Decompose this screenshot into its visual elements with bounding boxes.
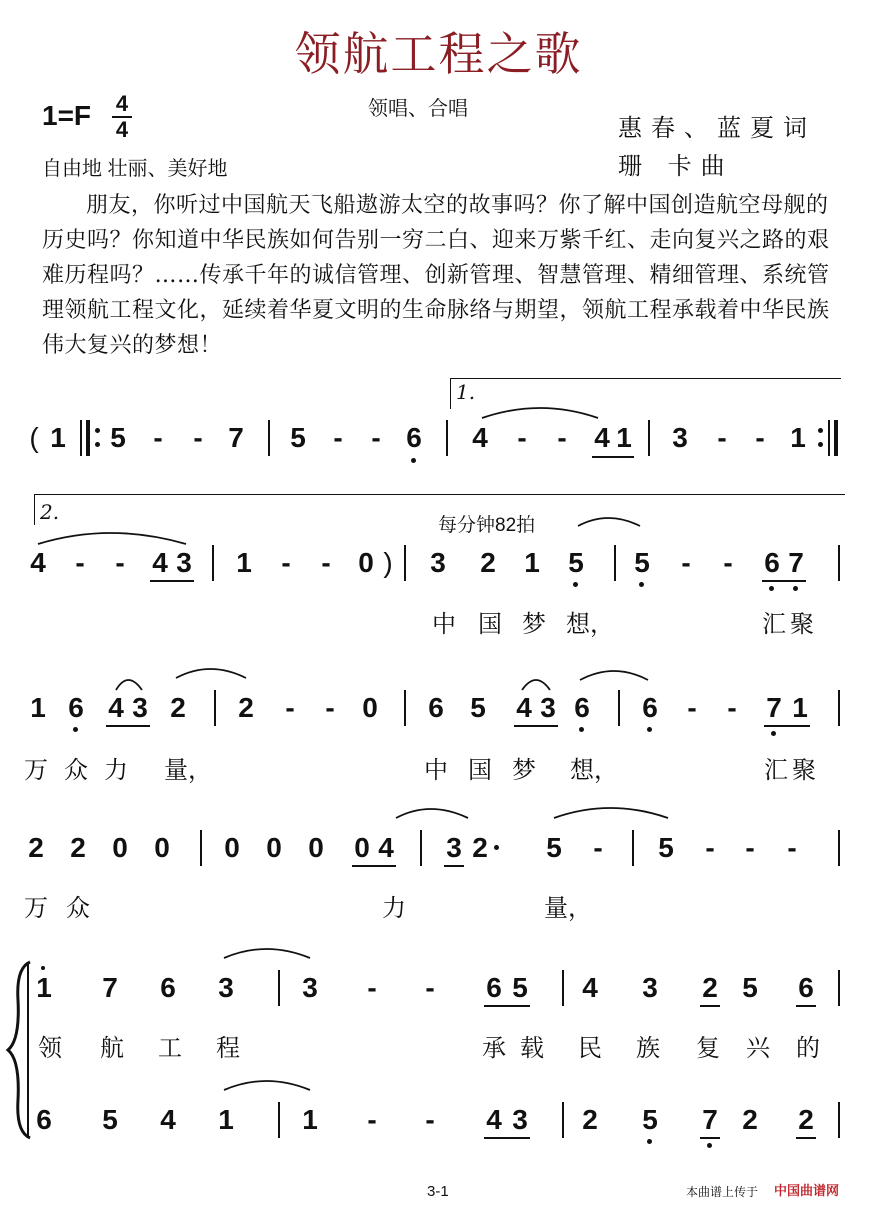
note: 3 (672, 422, 688, 453)
note: 1 (236, 547, 252, 578)
singer-type: 领唱、合唱 (368, 96, 468, 120)
note: 3 (302, 972, 318, 1003)
lyric: 众 (66, 894, 90, 922)
note: 7 (766, 692, 782, 723)
note: - (367, 1104, 377, 1135)
note: 3 (512, 1104, 528, 1135)
note: 4 (582, 972, 598, 1003)
note: 3 (218, 972, 234, 1003)
note: - (333, 422, 343, 453)
note: - (425, 972, 435, 1003)
song-title: 领航工程之歌 (294, 27, 583, 81)
lyric: 领 (38, 1034, 62, 1062)
note: 5 (102, 1104, 118, 1135)
note: 5 (658, 832, 674, 863)
note: 5 (290, 422, 306, 453)
note: 6 (406, 422, 422, 453)
key-signature: 1=F (42, 100, 92, 131)
note: 5 (634, 547, 650, 578)
lyric: 兴 (746, 1034, 770, 1062)
volta-1-label: 1. (456, 380, 476, 404)
note: 3 (540, 692, 556, 723)
note: 2 (70, 832, 86, 863)
note: 2 (702, 972, 718, 1003)
lyric: 工 (158, 1034, 182, 1062)
lyric: 聚 (790, 610, 814, 638)
note: 3 (430, 547, 446, 578)
lyric: 族 (636, 1034, 660, 1062)
slur (116, 680, 142, 690)
note: - (281, 547, 291, 578)
note: 2 (742, 1104, 758, 1135)
note: 5 (642, 1104, 658, 1135)
note: - (755, 422, 765, 453)
note: 2 (472, 832, 488, 863)
note: 1 (792, 692, 808, 723)
note: 5 (546, 832, 562, 863)
note: 6 (36, 1104, 52, 1135)
note: 6 (798, 972, 814, 1003)
note: - (75, 547, 85, 578)
slur (578, 518, 640, 526)
note: - (325, 692, 335, 723)
note: - (687, 692, 697, 723)
lyric: 想， (566, 610, 614, 638)
note: 3 (642, 972, 658, 1003)
note: 1 (36, 972, 52, 1003)
note: - (727, 692, 737, 723)
slur (38, 533, 186, 544)
note: - (705, 832, 715, 863)
note: 6 (160, 972, 176, 1003)
note: 4 (160, 1104, 176, 1135)
note: 6 (642, 692, 658, 723)
note: - (717, 422, 727, 453)
slur (224, 1081, 310, 1090)
note: 2 (28, 832, 44, 863)
note: 5 (742, 972, 758, 1003)
note: 4 (516, 692, 532, 723)
note: 2 (582, 1104, 598, 1135)
note: 4 (108, 692, 124, 723)
note: 2 (480, 547, 496, 578)
lyric: 梦 (512, 756, 536, 784)
note: 2 (798, 1104, 814, 1135)
expression-mark: 自由地 壮丽、美好地 (42, 158, 228, 180)
note: 1 (790, 422, 806, 453)
lyric: 民 (578, 1034, 602, 1062)
note: - (367, 972, 377, 1003)
lyric: 万 (24, 756, 48, 784)
note: - (517, 422, 527, 453)
lyric: 程 (216, 1034, 240, 1062)
note: 4 (378, 832, 394, 863)
lyric: 汇 (762, 610, 786, 638)
lyric: 载 (520, 1034, 544, 1062)
lyric: 量， (544, 894, 592, 922)
note: - (371, 422, 381, 453)
note: 1 (524, 547, 540, 578)
note: - (193, 422, 203, 453)
note: 7 (102, 972, 118, 1003)
note: 4 (594, 422, 610, 453)
note: 0 (362, 692, 378, 723)
lyric: 众 (64, 756, 88, 784)
note: 4 (486, 1104, 502, 1135)
note: 0 (112, 832, 128, 863)
lyric: 承 (482, 1034, 506, 1062)
note: - (115, 547, 125, 578)
note: 6 (486, 972, 502, 1003)
note: - (723, 547, 733, 578)
note: 0 (224, 832, 240, 863)
note: 2 (170, 692, 186, 723)
lyric: 量， (164, 756, 212, 784)
note: - (593, 832, 603, 863)
slur (580, 671, 648, 680)
time-bottom: 4 (112, 116, 132, 142)
note: - (153, 422, 163, 453)
time-top: 4 (115, 91, 129, 116)
note: 1 (302, 1104, 318, 1135)
note: 6 (574, 692, 590, 723)
note: 3 (176, 547, 192, 578)
note: - (681, 547, 691, 578)
note: 1 (30, 692, 46, 723)
note: 3 (446, 832, 462, 863)
note: 1 (616, 422, 632, 453)
lyric: 梦 (522, 610, 546, 638)
page-number: 3-1 (427, 1183, 449, 1200)
lyric: 聚 (792, 756, 816, 784)
note: 2 (238, 692, 254, 723)
paren-close: ) (383, 547, 393, 578)
slur (396, 809, 468, 818)
note: 6 (764, 547, 780, 578)
slur (176, 669, 246, 678)
note: 5 (110, 422, 126, 453)
lyric: 中 (424, 756, 448, 784)
brace (8, 962, 30, 1138)
lyric: 的 (796, 1034, 820, 1062)
note: 0 (354, 832, 370, 863)
tempo-mark: 每分钟82拍 (438, 515, 536, 536)
note: - (425, 1104, 435, 1135)
note: 5 (512, 972, 528, 1003)
note: 7 (788, 547, 804, 578)
note: - (557, 422, 567, 453)
lyric: 万 (24, 894, 48, 922)
note: 1 (218, 1104, 234, 1135)
lyric: 中 (432, 610, 456, 638)
lyric: 汇 (764, 756, 788, 784)
note: - (285, 692, 295, 723)
lyric: 国 (468, 756, 492, 784)
site-logo: 中国曲谱网 (774, 1183, 840, 1198)
note: 5 (470, 692, 486, 723)
paren-open: ( (29, 422, 39, 453)
note: 0 (154, 832, 170, 863)
volta-2-label: 2. (40, 500, 60, 524)
slur (522, 680, 550, 690)
lyric: 想， (570, 756, 618, 784)
note: 7 (702, 1104, 718, 1135)
note: 3 (132, 692, 148, 723)
lyric: 力 (382, 894, 406, 922)
composer: 珊 卡曲 (618, 152, 734, 180)
note: 0 (266, 832, 282, 863)
note: 0 (358, 547, 374, 578)
lyric: 力 (104, 756, 128, 784)
note: 7 (228, 422, 244, 453)
note: 4 (30, 547, 46, 578)
note: 6 (428, 692, 444, 723)
lyric: 复 (696, 1034, 720, 1062)
lyric: 航 (100, 1034, 124, 1062)
note: 6 (68, 692, 84, 723)
lyric: 国 (478, 610, 502, 638)
note: 4 (472, 422, 488, 453)
lyricist: 惠春、蓝夏词 (618, 114, 816, 142)
note: 1 (50, 422, 66, 453)
note: 4 (152, 547, 168, 578)
note: 5 (568, 547, 584, 578)
intro-text: 朋友，你听过中国航天飞船遨游太空的故事吗？你了解中国创造航空母舰的历史吗？你知道中华民族如何告别一穷二白、迎来万紫千红、走向复兴之路的艰难历程吗？……传承千年的诚信管理、创新管理、智慧管理、精细管理、系统管理领航工程文化，延续着华夏文明的生命脉络与期望，领航工程承载着中华民族伟大复兴的梦想！ (42, 193, 830, 358)
note: - (787, 832, 797, 863)
slur (482, 408, 598, 418)
note: - (745, 832, 755, 863)
upload-credit: 本曲谱上传于 (686, 1185, 759, 1199)
slur (224, 949, 310, 958)
note: 0 (308, 832, 324, 863)
note: - (321, 547, 331, 578)
slur (554, 808, 668, 818)
